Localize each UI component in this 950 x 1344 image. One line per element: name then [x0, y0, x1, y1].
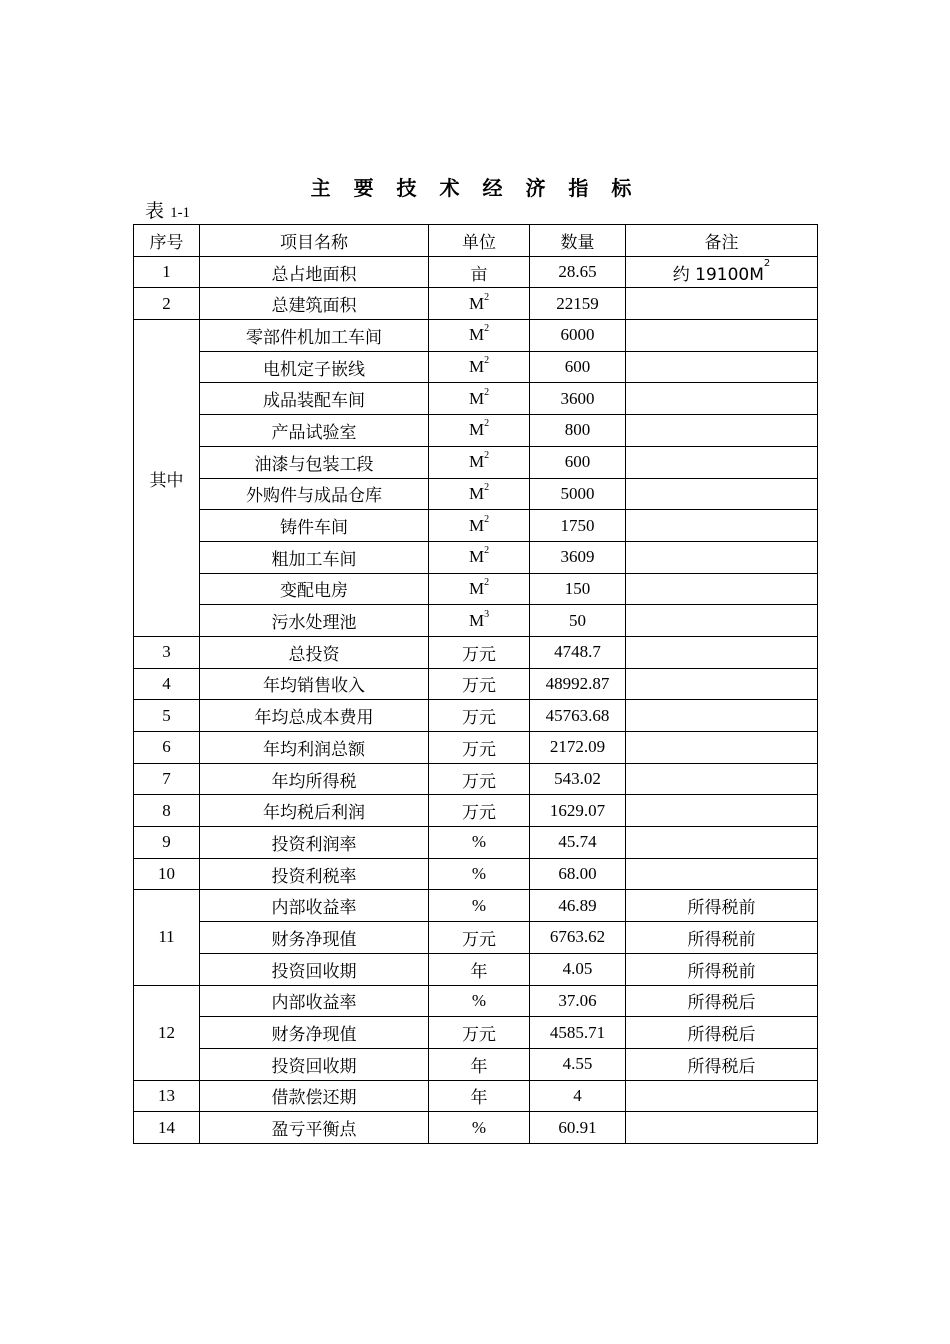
item-name-cell: 铸件车间	[200, 510, 429, 542]
item-name-cell: 年均税后利润	[200, 795, 429, 827]
note-cell	[626, 541, 818, 573]
table-row	[134, 1112, 818, 1144]
seq-cell: 3	[134, 636, 200, 668]
note-cell: 所得税前	[626, 953, 818, 985]
item-name-cell: 变配电房	[200, 573, 429, 605]
item-name-cell: 年均利润总额	[200, 732, 429, 764]
unit-cell: 万元	[429, 636, 530, 668]
unit-cell-text: M	[468, 547, 485, 567]
seq-cell: 11	[134, 890, 200, 985]
unit-cell	[429, 383, 530, 415]
table-row	[134, 827, 818, 859]
note-cell: 所得税后	[626, 1017, 818, 1049]
quantity-cell: 22159	[530, 288, 626, 320]
quantity-cell: 45.74	[530, 827, 626, 859]
table-label	[145, 198, 190, 226]
unit-cell: 万元	[429, 732, 530, 764]
unit-cell	[429, 605, 530, 637]
quantity-cell: 1750	[530, 510, 626, 542]
quantity-cell: 68.00	[530, 858, 626, 890]
header-seq: 序号	[134, 225, 200, 257]
note-cell	[626, 1080, 818, 1112]
unit-cell-text: M	[468, 452, 485, 472]
table-row	[134, 478, 818, 510]
unit-cell-text: M	[468, 578, 485, 598]
note-cell	[626, 763, 818, 795]
unit-cell: 万元	[429, 1017, 530, 1049]
table-row	[134, 288, 818, 320]
seq-cell: 9	[134, 827, 200, 859]
item-name-cell: 总投资	[200, 636, 429, 668]
unit-cell: %	[429, 858, 530, 890]
unit-cell-superscript: 2	[484, 355, 490, 367]
unit-cell-text: M	[468, 610, 485, 630]
item-name-cell: 总建筑面积	[200, 288, 429, 320]
unit-cell: 万元	[429, 922, 530, 954]
table-row	[134, 446, 818, 478]
header-row	[134, 225, 818, 257]
table-row	[134, 383, 818, 415]
seq-cell: 1	[134, 256, 200, 288]
quantity-cell: 4748.7	[530, 636, 626, 668]
item-name-cell: 投资回收期	[200, 953, 429, 985]
unit-cell-text: M	[468, 515, 485, 535]
unit-cell-superscript: 2	[484, 386, 490, 398]
item-name-cell: 投资利润率	[200, 827, 429, 859]
unit-cell-superscript: 2	[484, 576, 490, 588]
table-row	[134, 573, 818, 605]
unit-cell	[429, 288, 530, 320]
table-row	[134, 763, 818, 795]
unit-cell: 亩	[429, 256, 530, 288]
item-name-cell: 借款偿还期	[200, 1080, 429, 1112]
unit-cell	[429, 478, 530, 510]
unit-cell: 年	[429, 953, 530, 985]
seq-cell: 14	[134, 1112, 200, 1144]
quantity-cell: 4	[530, 1080, 626, 1112]
unit-cell-text: M	[468, 483, 485, 503]
item-name-cell: 盈亏平衡点	[200, 1112, 429, 1144]
table-row	[134, 415, 818, 447]
seq-cell: 7	[134, 763, 200, 795]
unit-cell: 万元	[429, 795, 530, 827]
table-row	[134, 922, 818, 954]
unit-cell-text: M	[468, 357, 485, 377]
table-row	[134, 953, 818, 985]
group-label-cell: 其中	[134, 320, 200, 637]
quantity-cell: 1629.07	[530, 795, 626, 827]
seq-cell: 13	[134, 1080, 200, 1112]
unit-cell: %	[429, 890, 530, 922]
unit-cell: %	[429, 827, 530, 859]
unit-cell-superscript: 2	[484, 481, 490, 493]
unit-cell	[429, 573, 530, 605]
item-name-cell: 粗加工车间	[200, 541, 429, 573]
seq-cell: 8	[134, 795, 200, 827]
note-cell: 所得税前	[626, 922, 818, 954]
quantity-cell: 5000	[530, 478, 626, 510]
table-row	[134, 541, 818, 573]
unit-cell: %	[429, 1112, 530, 1144]
table-row	[134, 1017, 818, 1049]
note-cell-text: 约 19100M	[672, 264, 764, 285]
page-title: 主 要 技 术 经 济 指 标	[310, 176, 640, 200]
note-cell	[626, 573, 818, 605]
note-cell	[626, 636, 818, 668]
indicators-table	[133, 224, 818, 1144]
seq-cell: 4	[134, 668, 200, 700]
table-row	[134, 985, 818, 1017]
item-name-cell: 油漆与包装工段	[200, 446, 429, 478]
quantity-cell: 60.91	[530, 1112, 626, 1144]
table-row	[134, 636, 818, 668]
unit-cell	[429, 351, 530, 383]
seq-cell: 12	[134, 985, 200, 1080]
quantity-cell: 800	[530, 415, 626, 447]
table-row	[134, 320, 818, 352]
note-cell	[626, 288, 818, 320]
note-cell	[626, 351, 818, 383]
header-qty: 数量	[530, 225, 626, 257]
unit-cell: 万元	[429, 668, 530, 700]
table-row	[134, 256, 818, 288]
table-row	[134, 858, 818, 890]
seq-cell: 5	[134, 700, 200, 732]
unit-cell	[429, 320, 530, 352]
note-cell	[626, 320, 818, 352]
item-name-cell: 财务净现值	[200, 1017, 429, 1049]
quantity-cell: 4585.71	[530, 1017, 626, 1049]
quantity-cell: 37.06	[530, 985, 626, 1017]
table-row	[134, 1080, 818, 1112]
item-name-cell: 成品装配车间	[200, 383, 429, 415]
note-cell	[626, 732, 818, 764]
table-row	[134, 668, 818, 700]
unit-cell	[429, 510, 530, 542]
item-name-cell: 投资利税率	[200, 858, 429, 890]
note-cell	[626, 383, 818, 415]
item-name-cell: 总占地面积	[200, 256, 429, 288]
note-cell	[626, 256, 818, 288]
table-row	[134, 351, 818, 383]
item-name-cell: 电机定子嵌线	[200, 351, 429, 383]
note-cell	[626, 510, 818, 542]
quantity-cell: 50	[530, 605, 626, 637]
seq-cell: 6	[134, 732, 200, 764]
quantity-cell: 543.02	[530, 763, 626, 795]
table-row	[134, 890, 818, 922]
quantity-cell: 48992.87	[530, 668, 626, 700]
note-cell-superscript: 2	[763, 257, 771, 269]
quantity-cell: 4.55	[530, 1048, 626, 1080]
unit-cell-superscript: 2	[484, 450, 490, 462]
unit-cell: 万元	[429, 700, 530, 732]
header-name: 项目名称	[200, 225, 429, 257]
table-label-number: 1-1	[170, 205, 191, 221]
unit-cell-superscript: 3	[484, 608, 490, 620]
quantity-cell: 46.89	[530, 890, 626, 922]
item-name-cell: 产品试验室	[200, 415, 429, 447]
table-row	[134, 1048, 818, 1080]
header-note: 备注	[626, 225, 818, 257]
item-name-cell: 年均总成本费用	[200, 700, 429, 732]
note-cell	[626, 605, 818, 637]
note-cell	[626, 827, 818, 859]
unit-cell-text: M	[468, 420, 485, 440]
quantity-cell: 3600	[530, 383, 626, 415]
seq-cell: 10	[134, 858, 200, 890]
unit-cell-superscript: 2	[484, 418, 490, 430]
quantity-cell: 600	[530, 446, 626, 478]
note-cell	[626, 446, 818, 478]
table-row	[134, 732, 818, 764]
quantity-cell: 6000	[530, 320, 626, 352]
item-name-cell: 零部件机加工车间	[200, 320, 429, 352]
unit-cell: 年	[429, 1080, 530, 1112]
item-name-cell: 财务净现值	[200, 922, 429, 954]
quantity-cell: 2172.09	[530, 732, 626, 764]
quantity-cell: 6763.62	[530, 922, 626, 954]
unit-cell: %	[429, 985, 530, 1017]
unit-cell-superscript: 2	[484, 291, 490, 303]
item-name-cell: 内部收益率	[200, 890, 429, 922]
note-cell	[626, 795, 818, 827]
unit-cell-superscript: 2	[484, 513, 490, 525]
quantity-cell: 150	[530, 573, 626, 605]
note-cell	[626, 858, 818, 890]
unit-cell-superscript: 2	[484, 545, 490, 557]
unit-cell-superscript: 2	[484, 323, 490, 335]
table-row	[134, 795, 818, 827]
seq-cell: 2	[134, 288, 200, 320]
unit-cell: 万元	[429, 763, 530, 795]
unit-cell-text: M	[468, 293, 485, 313]
item-name-cell: 年均销售收入	[200, 668, 429, 700]
unit-cell-text: M	[468, 325, 485, 345]
item-name-cell: 外购件与成品仓库	[200, 478, 429, 510]
unit-cell: 年	[429, 1048, 530, 1080]
header-unit: 单位	[429, 225, 530, 257]
table-row	[134, 605, 818, 637]
note-cell: 所得税后	[626, 985, 818, 1017]
unit-cell	[429, 415, 530, 447]
quantity-cell: 45763.68	[530, 700, 626, 732]
unit-cell-text: M	[468, 388, 485, 408]
table-label-prefix: 表	[145, 200, 165, 222]
note-cell	[626, 700, 818, 732]
note-cell	[626, 415, 818, 447]
note-cell: 所得税后	[626, 1048, 818, 1080]
quantity-cell: 600	[530, 351, 626, 383]
note-cell: 所得税前	[626, 890, 818, 922]
quantity-cell: 4.05	[530, 953, 626, 985]
item-name-cell: 投资回收期	[200, 1048, 429, 1080]
item-name-cell: 污水处理池	[200, 605, 429, 637]
table-row	[134, 700, 818, 732]
note-cell	[626, 1112, 818, 1144]
note-cell	[626, 668, 818, 700]
unit-cell	[429, 446, 530, 478]
note-cell	[626, 478, 818, 510]
quantity-cell: 3609	[530, 541, 626, 573]
quantity-cell: 28.65	[530, 256, 626, 288]
item-name-cell: 年均所得税	[200, 763, 429, 795]
item-name-cell: 内部收益率	[200, 985, 429, 1017]
table-row	[134, 510, 818, 542]
unit-cell	[429, 541, 530, 573]
indicators-table-body	[134, 225, 818, 1144]
